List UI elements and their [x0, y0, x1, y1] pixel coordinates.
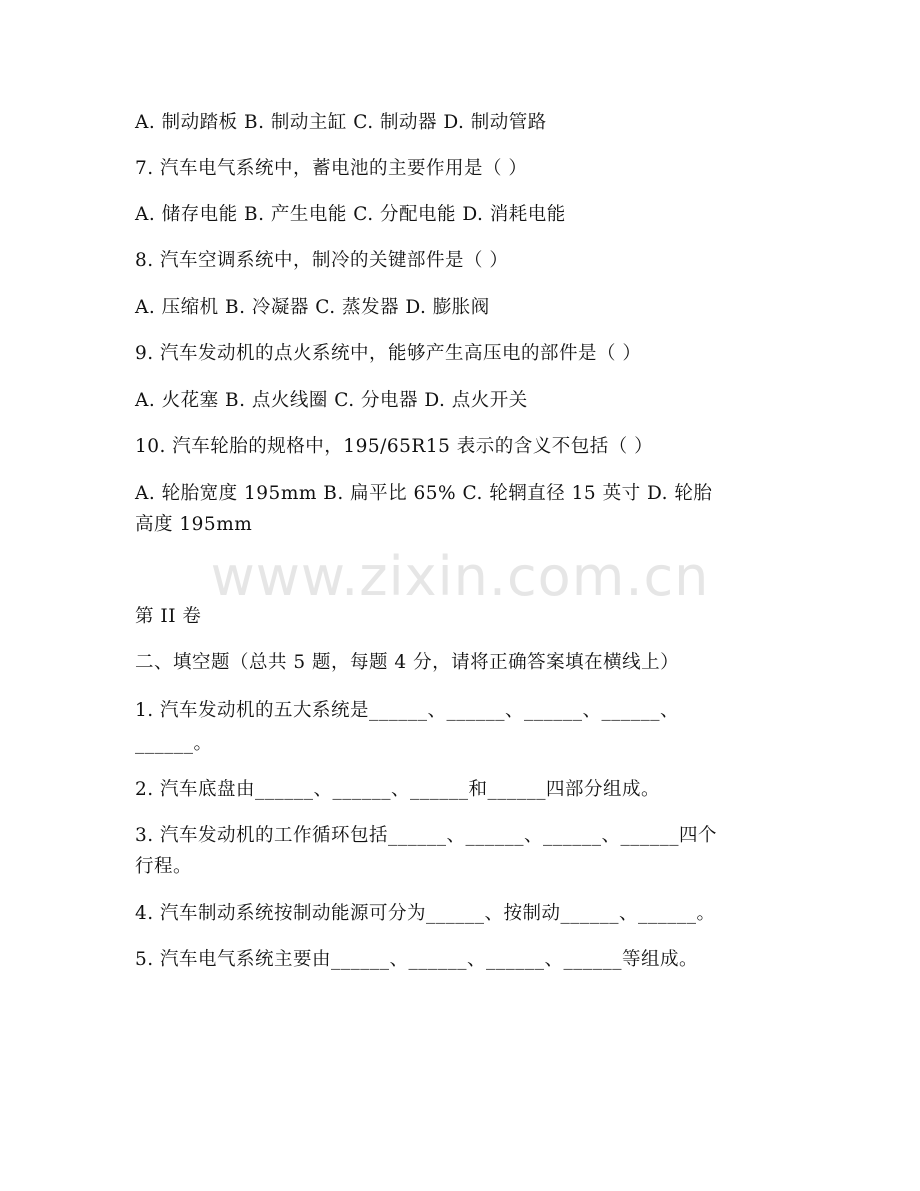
q8-options: A. 压缩机 B. 冷凝器 C. 蒸发器 D. 膨胀阀 — [135, 297, 490, 318]
fill-q5: 5. 汽车电气系统主要由______、______、______、______等组成。 — [135, 949, 699, 970]
q10-question: 10. 汽车轮胎的规格中，195/65R15 表示的含义不包括（ ） — [135, 436, 654, 457]
fill-q3-line1: 3. 汽车发动机的工作循环包括______、______、______、______四个 — [135, 825, 718, 846]
fill-q2: 2. 汽车底盘由______、______、______和______四部分组成。 — [135, 779, 661, 800]
fill-q3-line2: 行程。 — [135, 856, 193, 877]
q7-question: 7. 汽车电气系统中，蓄电池的主要作用是（ ） — [135, 158, 528, 179]
q9-options: A. 火花塞 B. 点火线圈 C. 分电器 D. 点火开关 — [135, 390, 528, 411]
watermark: www.zixin.com.cn — [210, 545, 710, 608]
fill-q4: 4. 汽车制动系统按制动能源可分为______、按制动______、______。 — [135, 903, 716, 924]
fill-q1-line1: 1. 汽车发动机的五大系统是______、______、______、______、 — [135, 700, 680, 721]
fill-q1-line2: ______。 — [135, 733, 213, 754]
section-heading: 二、填空题（总共 5 题，每题 4 分，请将正确答案填在横线上） — [135, 652, 680, 673]
volume-title: 第 II 卷 — [135, 606, 202, 627]
q6-options: A. 制动踏板 B. 制动主缸 C. 制动器 D. 制动管路 — [135, 112, 547, 133]
q10-options-line2: 高度 195mm — [135, 514, 253, 535]
q7-options: A. 储存电能 B. 产生电能 C. 分配电能 D. 消耗电能 — [135, 204, 566, 225]
q9-question: 9. 汽车发动机的点火系统中，能够产生高压电的部件是（ ） — [135, 343, 642, 364]
q10-options-line1: A. 轮胎宽度 195mm B. 扁平比 65% C. 轮辋直径 15 英寸 D. 轮胎 — [135, 483, 713, 504]
q8-question: 8. 汽车空调系统中，制冷的关键部件是（ ） — [135, 250, 509, 271]
